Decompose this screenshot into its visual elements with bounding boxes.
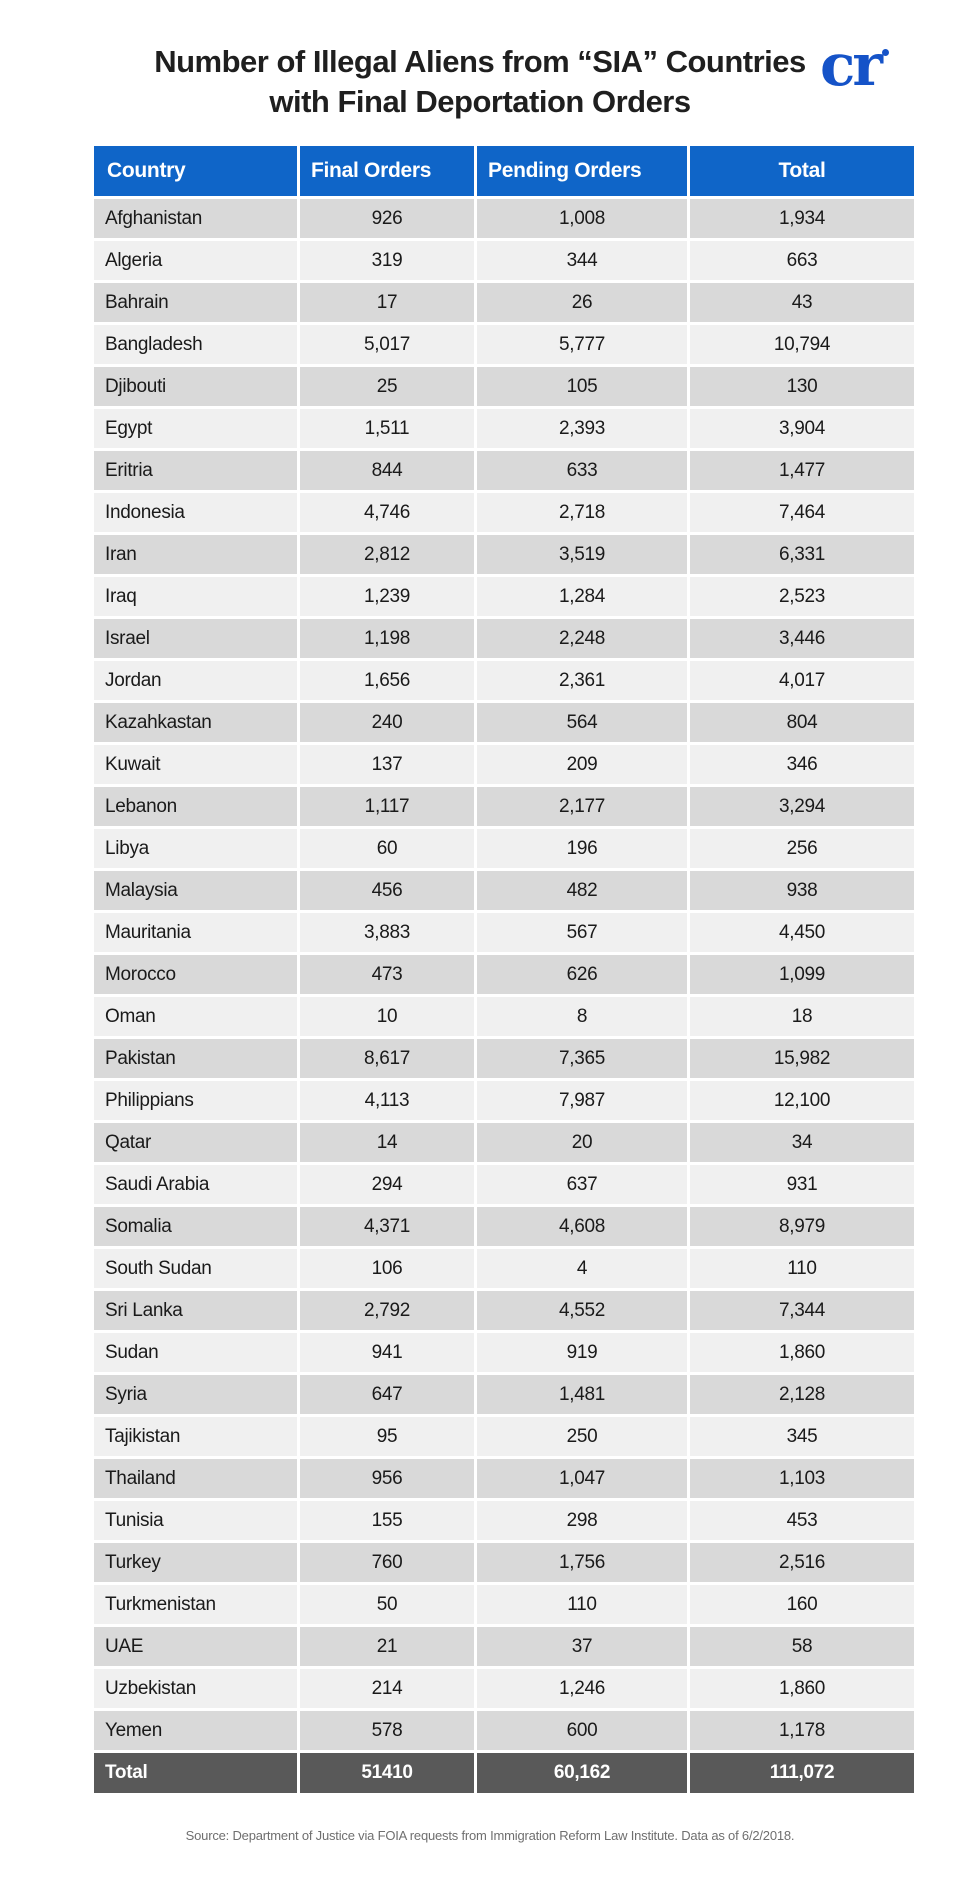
final-orders-cell: 2,792 (300, 1291, 474, 1330)
total-cell: 160 (690, 1585, 914, 1624)
pending-orders-cell: 20 (477, 1123, 687, 1162)
total-label-cell: Total (94, 1753, 297, 1793)
total-cell: 663 (690, 241, 914, 280)
country-cell: Qatar (94, 1123, 297, 1162)
final-orders-cell: 844 (300, 451, 474, 490)
table-row (94, 1585, 914, 1624)
table-row (94, 1123, 914, 1162)
country-cell: Malaysia (94, 871, 297, 910)
total-cell: 6,331 (690, 535, 914, 574)
table-row (94, 199, 914, 238)
pending-orders-cell: 7,365 (477, 1039, 687, 1078)
table-row (94, 1165, 914, 1204)
total-cell: 10,794 (690, 325, 914, 364)
pending-orders-cell: 1,756 (477, 1543, 687, 1582)
final-orders-cell: 1,511 (300, 409, 474, 448)
total-total-cell: 111,072 (690, 1753, 914, 1793)
table-row (94, 1375, 914, 1414)
table-row (94, 1039, 914, 1078)
total-cell: 3,294 (690, 787, 914, 826)
pending-orders-cell: 2,393 (477, 409, 687, 448)
final-orders-cell: 647 (300, 1375, 474, 1414)
pending-orders-cell: 567 (477, 913, 687, 952)
country-cell: Bahrain (94, 283, 297, 322)
logo-registered-dot (882, 49, 889, 56)
pending-orders-cell: 1,481 (477, 1375, 687, 1414)
final-orders-cell: 14 (300, 1123, 474, 1162)
final-orders-cell: 21 (300, 1627, 474, 1666)
final-orders-cell: 60 (300, 829, 474, 868)
table-total-row (94, 1753, 914, 1793)
column-header-total: Total (690, 146, 914, 196)
country-cell: Somalia (94, 1207, 297, 1246)
table-row (94, 1207, 914, 1246)
table-row (94, 913, 914, 952)
table-row (94, 745, 914, 784)
column-header-country: Country (94, 146, 297, 196)
final-orders-cell: 17 (300, 283, 474, 322)
total-final-orders-cell: 51410 (300, 1753, 474, 1793)
total-cell: 1,103 (690, 1459, 914, 1498)
country-cell: Eritria (94, 451, 297, 490)
table-row (94, 1501, 914, 1540)
final-orders-cell: 95 (300, 1417, 474, 1456)
total-cell: 1,477 (690, 451, 914, 490)
final-orders-cell: 8,617 (300, 1039, 474, 1078)
final-orders-cell: 50 (300, 1585, 474, 1624)
total-cell: 931 (690, 1165, 914, 1204)
final-orders-cell: 106 (300, 1249, 474, 1288)
final-orders-cell: 5,017 (300, 325, 474, 364)
final-orders-cell: 137 (300, 745, 474, 784)
pending-orders-cell: 600 (477, 1711, 687, 1750)
final-orders-cell: 956 (300, 1459, 474, 1498)
country-cell: Afghanistan (94, 199, 297, 238)
country-cell: Turkmenistan (94, 1585, 297, 1624)
pending-orders-cell: 564 (477, 703, 687, 742)
final-orders-cell: 3,883 (300, 913, 474, 952)
pending-orders-cell: 26 (477, 283, 687, 322)
final-orders-cell: 294 (300, 1165, 474, 1204)
country-cell: Egypt (94, 409, 297, 448)
table-row (94, 661, 914, 700)
final-orders-cell: 456 (300, 871, 474, 910)
final-orders-cell: 473 (300, 955, 474, 994)
total-cell: 453 (690, 1501, 914, 1540)
table-row (94, 871, 914, 910)
source-note: Source: Department of Justice via FOIA requests from Immigration Reform Law Institute. Data as of 6/2/2018. (185, 1828, 795, 1843)
country-cell: Algeria (94, 241, 297, 280)
country-cell: Uzbekistan (94, 1669, 297, 1708)
table-row (94, 451, 914, 490)
table-row (94, 1333, 914, 1372)
pending-orders-cell: 209 (477, 745, 687, 784)
pending-orders-cell: 7,987 (477, 1081, 687, 1120)
table-row (94, 703, 914, 742)
country-cell: Jordan (94, 661, 297, 700)
country-cell: South Sudan (94, 1249, 297, 1288)
table-row (94, 493, 914, 532)
table-row (94, 1543, 914, 1582)
final-orders-cell: 578 (300, 1711, 474, 1750)
table-row (94, 241, 914, 280)
total-pending-orders-cell: 60,162 (477, 1753, 687, 1793)
country-cell: Indonesia (94, 493, 297, 532)
pending-orders-cell: 637 (477, 1165, 687, 1204)
final-orders-cell: 10 (300, 997, 474, 1036)
country-cell: Tajikistan (94, 1417, 297, 1456)
country-cell: Oman (94, 997, 297, 1036)
final-orders-cell: 941 (300, 1333, 474, 1372)
country-cell: Israel (94, 619, 297, 658)
country-cell: Syria (94, 1375, 297, 1414)
country-cell: Sri Lanka (94, 1291, 297, 1330)
total-cell: 1,860 (690, 1669, 914, 1708)
table-row (94, 409, 914, 448)
final-orders-cell: 4,113 (300, 1081, 474, 1120)
table-row (94, 1669, 914, 1708)
cr-logo (820, 31, 880, 99)
total-cell: 4,017 (690, 661, 914, 700)
country-cell: Yemen (94, 1711, 297, 1750)
total-cell: 110 (690, 1249, 914, 1288)
table-row (94, 1627, 914, 1666)
pending-orders-cell: 1,246 (477, 1669, 687, 1708)
country-cell: Thailand (94, 1459, 297, 1498)
country-cell: Saudi Arabia (94, 1165, 297, 1204)
country-cell: Bangladesh (94, 325, 297, 364)
country-cell: Turkey (94, 1543, 297, 1582)
pending-orders-cell: 1,284 (477, 577, 687, 616)
final-orders-cell: 1,656 (300, 661, 474, 700)
total-cell: 1,178 (690, 1711, 914, 1750)
table-row (94, 1417, 914, 1456)
pending-orders-cell: 4,608 (477, 1207, 687, 1246)
table-row (94, 955, 914, 994)
table-row (94, 997, 914, 1036)
pending-orders-cell: 919 (477, 1333, 687, 1372)
table-row (94, 1459, 914, 1498)
pending-orders-cell: 2,361 (477, 661, 687, 700)
total-cell: 7,464 (690, 493, 914, 532)
table-row (94, 325, 914, 364)
table-row (94, 367, 914, 406)
country-cell: Iran (94, 535, 297, 574)
country-cell: Kazahkastan (94, 703, 297, 742)
pending-orders-cell: 105 (477, 367, 687, 406)
pending-orders-cell: 5,777 (477, 325, 687, 364)
total-cell: 2,516 (690, 1543, 914, 1582)
table-row (94, 619, 914, 658)
pending-orders-cell: 298 (477, 1501, 687, 1540)
pending-orders-cell: 344 (477, 241, 687, 280)
table-row (94, 829, 914, 868)
page-title-line2: with Final Deportation Orders (269, 84, 691, 119)
total-cell: 346 (690, 745, 914, 784)
page-title (0, 42, 960, 122)
country-cell: Iraq (94, 577, 297, 616)
final-orders-cell: 4,746 (300, 493, 474, 532)
pending-orders-cell: 3,519 (477, 535, 687, 574)
table-row (94, 283, 914, 322)
total-cell: 1,934 (690, 199, 914, 238)
final-orders-cell: 240 (300, 703, 474, 742)
final-orders-cell: 25 (300, 367, 474, 406)
column-header-pending-orders: Pending Orders (477, 146, 687, 196)
final-orders-cell: 926 (300, 199, 474, 238)
total-cell: 43 (690, 283, 914, 322)
final-orders-cell: 155 (300, 1501, 474, 1540)
country-cell: Tunisia (94, 1501, 297, 1540)
table-row (94, 1249, 914, 1288)
total-cell: 2,523 (690, 577, 914, 616)
total-cell: 34 (690, 1123, 914, 1162)
pending-orders-cell: 633 (477, 451, 687, 490)
total-cell: 4,450 (690, 913, 914, 952)
country-cell: Lebanon (94, 787, 297, 826)
final-orders-cell: 760 (300, 1543, 474, 1582)
final-orders-cell: 1,198 (300, 619, 474, 658)
total-cell: 938 (690, 871, 914, 910)
country-cell: Mauritania (94, 913, 297, 952)
deportation-orders-table (91, 143, 917, 1796)
pending-orders-cell: 2,248 (477, 619, 687, 658)
total-cell: 256 (690, 829, 914, 868)
pending-orders-cell: 4,552 (477, 1291, 687, 1330)
final-orders-cell: 214 (300, 1669, 474, 1708)
pending-orders-cell: 2,718 (477, 493, 687, 532)
total-cell: 804 (690, 703, 914, 742)
page-title-line1: Number of Illegal Aliens from “SIA” Countries (154, 44, 806, 79)
final-orders-cell: 2,812 (300, 535, 474, 574)
total-cell: 130 (690, 367, 914, 406)
pending-orders-cell: 2,177 (477, 787, 687, 826)
total-cell: 58 (690, 1627, 914, 1666)
table-row (94, 1081, 914, 1120)
country-cell: Kuwait (94, 745, 297, 784)
total-cell: 12,100 (690, 1081, 914, 1120)
table-row (94, 577, 914, 616)
pending-orders-cell: 1,047 (477, 1459, 687, 1498)
table-row (94, 1291, 914, 1330)
country-cell: Philippians (94, 1081, 297, 1120)
table-row (94, 535, 914, 574)
total-cell: 8,979 (690, 1207, 914, 1246)
total-cell: 3,904 (690, 409, 914, 448)
total-cell: 18 (690, 997, 914, 1036)
total-cell: 345 (690, 1417, 914, 1456)
total-cell: 2,128 (690, 1375, 914, 1414)
total-cell: 15,982 (690, 1039, 914, 1078)
pending-orders-cell: 37 (477, 1627, 687, 1666)
country-cell: Morocco (94, 955, 297, 994)
table-body (94, 199, 914, 1750)
pending-orders-cell: 250 (477, 1417, 687, 1456)
total-cell: 1,860 (690, 1333, 914, 1372)
pending-orders-cell: 196 (477, 829, 687, 868)
pending-orders-cell: 4 (477, 1249, 687, 1288)
column-header-final-orders: Final Orders (300, 146, 474, 196)
country-cell: UAE (94, 1627, 297, 1666)
country-cell: Libya (94, 829, 297, 868)
final-orders-cell: 319 (300, 241, 474, 280)
country-cell: Pakistan (94, 1039, 297, 1078)
country-cell: Djibouti (94, 367, 297, 406)
country-cell: Sudan (94, 1333, 297, 1372)
table-row (94, 1711, 914, 1750)
total-cell: 1,099 (690, 955, 914, 994)
table-header-row (94, 146, 914, 196)
total-cell: 3,446 (690, 619, 914, 658)
pending-orders-cell: 110 (477, 1585, 687, 1624)
pending-orders-cell: 482 (477, 871, 687, 910)
total-cell: 7,344 (690, 1291, 914, 1330)
pending-orders-cell: 8 (477, 997, 687, 1036)
final-orders-cell: 1,239 (300, 577, 474, 616)
final-orders-cell: 4,371 (300, 1207, 474, 1246)
final-orders-cell: 1,117 (300, 787, 474, 826)
pending-orders-cell: 1,008 (477, 199, 687, 238)
cr-logo-text: cr (820, 31, 880, 99)
pending-orders-cell: 626 (477, 955, 687, 994)
table-row (94, 787, 914, 826)
